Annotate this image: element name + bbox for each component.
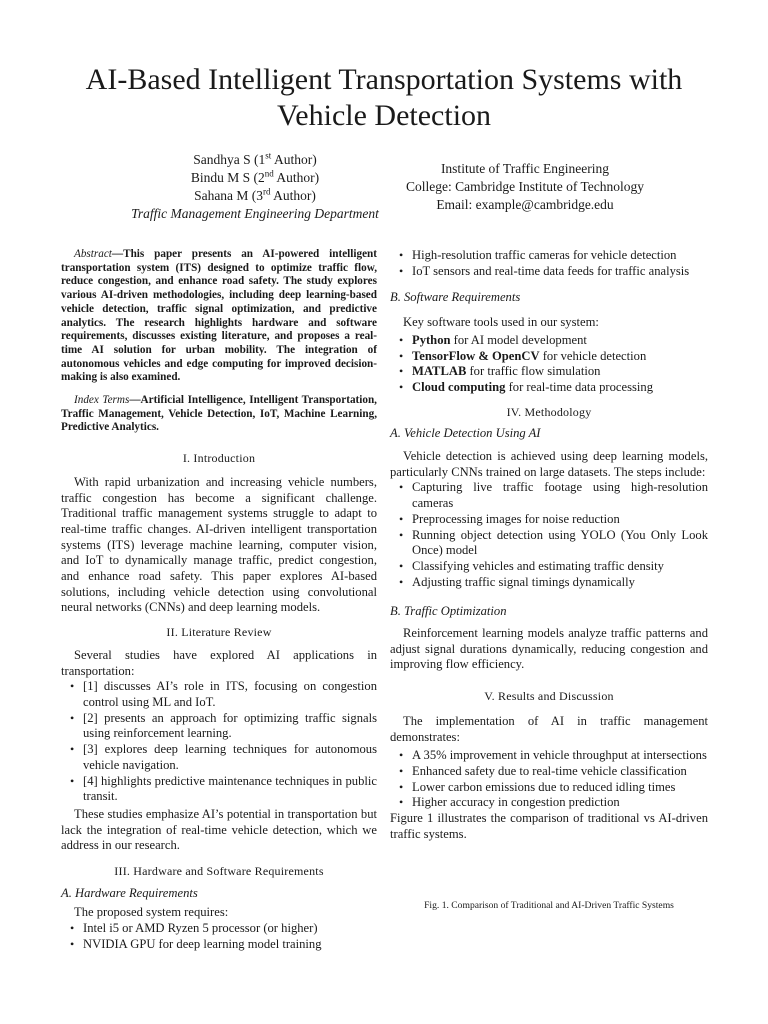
index-terms-label: Index Terms xyxy=(74,394,130,407)
hardware-list-continued xyxy=(390,248,708,279)
list-item: • Cloud computing for real-time data processing xyxy=(412,380,708,396)
list-item: • A 35% improvement in vehicle throughput at intersections xyxy=(412,748,708,764)
author-3: Sahana M (3rd Author) xyxy=(194,186,316,203)
list-item: • Preprocessing images for noise reduction xyxy=(412,512,708,528)
list-item: • Capturing live traffic footage using high-resolution cameras xyxy=(412,480,708,511)
subsection-heading-traffic-optimization: B. Traffic Optimization xyxy=(390,604,507,619)
list-item: • TensorFlow & OpenCV for vehicle detection xyxy=(412,349,708,365)
subsection-heading-software: B. Software Requirements xyxy=(390,290,521,305)
author-block xyxy=(90,151,420,223)
index-terms-text: —Artificial Intelligence, Intelligent Transportation, Traffic Management, Vehicle Detection, IoT, Machine Learning, Predictive Analytics. xyxy=(61,394,377,434)
section-heading-introduction: I. Introduction xyxy=(182,451,256,466)
literature-list xyxy=(61,679,377,805)
figure-caption: Fig. 1. Comparison of Traditional and AI-Driven Traffic Systems xyxy=(424,900,674,911)
list-item: • Enhanced safety due to real-time vehicle classification xyxy=(412,764,708,780)
affiliation-block xyxy=(375,160,675,214)
right-column xyxy=(390,248,708,843)
affiliation-email: Email: example@cambridge.edu xyxy=(436,197,614,212)
hardware-intro: The proposed system requires: xyxy=(74,905,229,920)
affiliation-college: College: Cambridge Institute of Technology xyxy=(405,179,644,194)
paper-title: AI-Based Intelligent Transportation Systems with Vehicle Detection xyxy=(85,63,683,132)
list-item: • Running object detection using YOLO (You Only Look Once) model xyxy=(412,528,708,559)
software-list xyxy=(390,333,708,396)
list-item: • Adjusting traffic signal timings dynamically xyxy=(412,575,708,591)
abstract-label: Abstract xyxy=(74,248,112,260)
section-heading-methodology: IV. Methodology xyxy=(506,404,592,419)
author-2: Bindu M S (2nd Author) xyxy=(190,168,320,185)
figure-reference: Figure 1 illustrates the comparison of traditional vs AI-driven traffic systems. xyxy=(390,811,708,841)
subsection-heading-vehicle-detection: A. Vehicle Detection Using AI xyxy=(390,426,541,441)
index-terms xyxy=(61,394,377,435)
vehicle-detection-paragraph: Vehicle detection is achieved using deep learning models, particularly CNNs trained on large datasets. The steps include: xyxy=(390,449,708,479)
author-1: Sandhya S (1st Author) xyxy=(193,150,317,167)
section-heading-literature: II. Literature Review xyxy=(166,625,272,640)
left-column xyxy=(61,248,377,953)
hardware-list xyxy=(61,921,377,952)
traffic-optimization-paragraph: Reinforcement learning models analyze traffic patterns and adjust signal durations dynamically, reducing congestion and improving flow efficiency. xyxy=(390,626,708,672)
list-item: • Python for AI model development xyxy=(412,333,708,349)
list-item: • High-resolution traffic cameras for vehicle detection xyxy=(412,248,708,264)
list-item: • [4] highlights predictive maintenance techniques in public transit. xyxy=(83,774,377,805)
list-item: • [3] explores deep learning techniques for autonomous vehicle navigation. xyxy=(83,742,377,773)
section-heading-results: V. Results and Discussion xyxy=(484,689,614,704)
list-item: • [1] discusses AI’s role in ITS, focusing on congestion control using ML and IoT. xyxy=(83,679,377,710)
literature-intro: Several studies have explored AI applications in transportation: xyxy=(61,647,377,678)
list-item: • [2] presents an approach for optimizing traffic signals using reinforcement learning. xyxy=(83,711,377,742)
abstract xyxy=(61,248,377,385)
subsection-heading-hardware: A. Hardware Requirements xyxy=(61,885,198,900)
results-intro: The implementation of AI in traffic management demonstrates: xyxy=(390,713,708,744)
list-item: • IoT sensors and real-time data feeds for traffic analysis xyxy=(412,264,708,280)
list-item: • NVIDIA GPU for deep learning model training xyxy=(83,937,377,953)
abstract-text: —This paper presents an AI-powered intelligent transportation system (ITS) designed to optimize traffic flow, reduce congestion, and enhance road safety. The study explores various AI-driven methodologies, including deep learning-based vehicle detection, traffic signal optimization, and predictive analytics. The research highlights hardware and software requirements, discusses existing literature, and proposes a real-time AI solution for urban mobility. The integration of autonomous vehicles and edge computing for improved decision-making is also examined. xyxy=(61,248,377,384)
affiliation-institute: Institute of Traffic Engineering xyxy=(440,161,610,176)
software-intro: Key software tools used in our system: xyxy=(403,315,599,330)
list-item: • Lower carbon emissions due to reduced idling times xyxy=(412,780,708,796)
list-item: • MATLAB for traffic flow simulation xyxy=(412,364,708,380)
list-item: • Classifying vehicles and estimating traffic density xyxy=(412,559,708,575)
intro-paragraph: With rapid urbanization and increasing vehicle numbers, traffic congestion has become a significant challenge. Traditional traffic management systems struggle to adapt to real-time traffic changes. AI-driven intelligent transportation systems (ITS) leverage machine learning, computer vision, and IoT to dynamically manage traffic, predict congestion, and enhance road safety. This paper explores AI-based solutions, including vehicle detection using convolutional neural networks (CNNs) and deep learning models. xyxy=(61,474,377,615)
detection-steps-list xyxy=(390,480,708,590)
list-item: • Intel i5 or AMD Ryzen 5 processor (or higher) xyxy=(83,921,377,937)
results-list xyxy=(390,748,708,811)
list-item: • Higher accuracy in congestion prediction xyxy=(412,795,708,811)
section-heading-requirements: III. Hardware and Software Requirements xyxy=(114,864,324,879)
author-department: Traffic Management Engineering Department xyxy=(131,206,379,221)
literature-closing: These studies emphasize AI’s potential in transportation but lack the integration of real-time vehicle detection, which we address in our research. xyxy=(61,806,377,853)
